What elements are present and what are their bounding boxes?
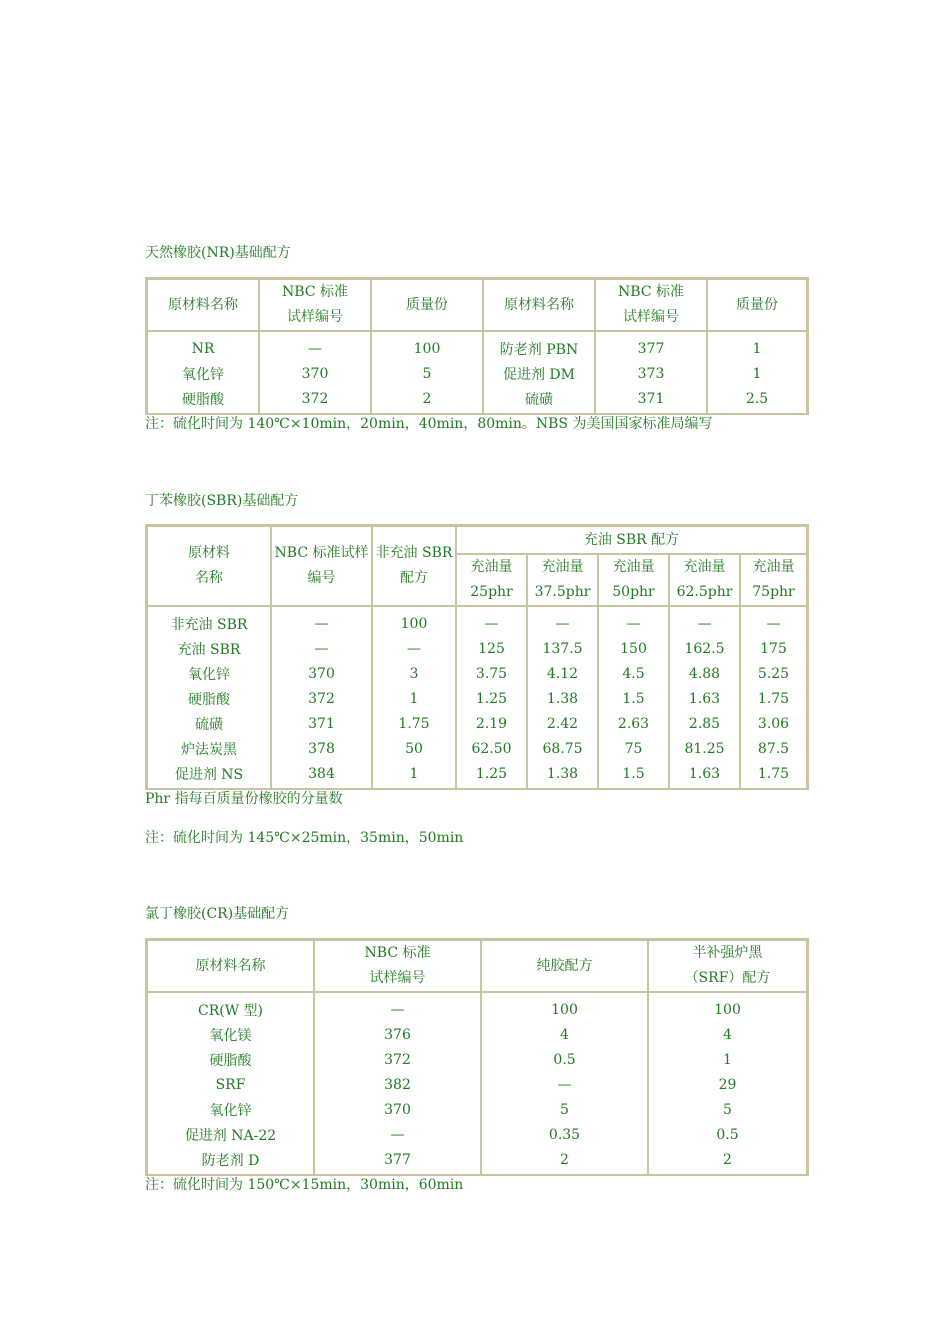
sbr-phr-note: Phr 指每百质量份橡胶的分量数	[145, 791, 343, 807]
cr-header-pure: 纯胶配方	[481, 940, 648, 993]
cr-header-row	[147, 940, 807, 993]
table-cell: 378	[271, 736, 372, 761]
table-cell: 372	[314, 1047, 481, 1072]
table-cell: 1.38	[527, 686, 598, 711]
table-cell: 硬脂酸	[147, 1047, 314, 1072]
cr-header-material: 原材料名称	[147, 940, 314, 993]
table-cell: 1.25	[456, 686, 527, 711]
table-cell: 371	[271, 711, 372, 736]
nr-header-row	[147, 279, 807, 332]
table-cell: 372	[259, 386, 371, 413]
table-cell: 1	[372, 761, 456, 788]
table-row	[147, 1047, 807, 1072]
table-cell: 373	[595, 361, 707, 386]
cr-formula-table	[145, 938, 809, 1176]
table-cell: 87.5	[740, 736, 807, 761]
table-row	[147, 1147, 807, 1174]
table-cell: 382	[314, 1072, 481, 1097]
table-cell: —	[598, 607, 669, 636]
table-cell: 81.25	[669, 736, 740, 761]
table-cell: 5	[648, 1097, 807, 1122]
table-cell: —	[271, 607, 372, 636]
sbr-formula-table	[145, 524, 809, 790]
table-cell: 1.5	[598, 761, 669, 788]
table-row	[147, 1072, 807, 1097]
table-row	[147, 993, 807, 1022]
table-cell: 1	[707, 361, 807, 386]
sbr-header-oil-50: 充油量 50phr	[598, 554, 669, 607]
table-row	[147, 1022, 807, 1047]
sbr-header-oil-group: 充油 SBR 配方	[456, 526, 807, 554]
sbr-note: 注：硫化时间为 145℃×25min，35min，50min	[145, 830, 464, 846]
table-cell: 4.88	[669, 661, 740, 686]
table-cell: 137.5	[527, 636, 598, 661]
table-cell: 2	[371, 386, 483, 413]
nr-header-mass-2: 质量份	[707, 279, 807, 332]
table-cell: 1	[707, 332, 807, 361]
table-cell: 0.35	[481, 1122, 648, 1147]
table-cell: 1.38	[527, 761, 598, 788]
table-cell: 防老剂 D	[147, 1147, 314, 1174]
table-cell: 氧化锌	[147, 361, 259, 386]
table-cell: 3.06	[740, 711, 807, 736]
table-cell: 氧化锌	[147, 1097, 314, 1122]
table-cell: 5.25	[740, 661, 807, 686]
table-cell: 150	[598, 636, 669, 661]
table-cell: 62.50	[456, 736, 527, 761]
sbr-header-row-1	[147, 526, 807, 554]
table-cell: —	[740, 607, 807, 636]
table-cell: 377	[314, 1147, 481, 1174]
table-row	[147, 332, 807, 361]
table-cell: 氧化锌	[147, 661, 271, 686]
sbr-header-nonoil: 非充油 SBR 配方	[372, 526, 456, 607]
table-cell: 377	[595, 332, 707, 361]
table-cell: 370	[271, 661, 372, 686]
table-cell: 4.5	[598, 661, 669, 686]
table-cell: 1	[372, 686, 456, 711]
table-cell: —	[481, 1072, 648, 1097]
table-cell: —	[259, 332, 371, 361]
table-cell: 促进剂 NS	[147, 761, 271, 788]
nr-formula-table	[145, 277, 809, 415]
table-cell: 1.75	[740, 761, 807, 788]
table-cell: —	[456, 607, 527, 636]
nr-header-mass: 质量份	[371, 279, 483, 332]
table-cell: 2.85	[669, 711, 740, 736]
table-row	[147, 361, 807, 386]
table-cell: —	[271, 636, 372, 661]
table-cell: 372	[271, 686, 372, 711]
table-cell: 370	[314, 1097, 481, 1122]
table-cell: 1.5	[598, 686, 669, 711]
table-cell: 防老剂 PBN	[483, 332, 595, 361]
nr-header-material-2: 原材料名称	[483, 279, 595, 332]
table-cell: 2.63	[598, 711, 669, 736]
sbr-header-oil-62-5: 充油量 62.5phr	[669, 554, 740, 607]
table-cell: 硫磺	[483, 386, 595, 413]
table-cell: 100	[372, 607, 456, 636]
table-cell: 376	[314, 1022, 481, 1047]
table-cell: 2	[481, 1147, 648, 1174]
table-cell: 370	[259, 361, 371, 386]
table-cell: 371	[595, 386, 707, 413]
table-cell: 2.5	[707, 386, 807, 413]
table-cell: 3.75	[456, 661, 527, 686]
table-cell: 4.12	[527, 661, 598, 686]
sbr-header-oil-37-5: 充油量 37.5phr	[527, 554, 598, 607]
table-cell: 1.63	[669, 761, 740, 788]
table-cell: SRF	[147, 1072, 314, 1097]
table-cell: 50	[372, 736, 456, 761]
table-cell: 促进剂 NA-22	[147, 1122, 314, 1147]
cr-section-title: 氯丁橡胶(CR)基础配方	[145, 906, 290, 922]
table-cell: 175	[740, 636, 807, 661]
table-cell: 100	[371, 332, 483, 361]
table-row	[147, 386, 807, 413]
table-cell: 5	[481, 1097, 648, 1122]
table-cell: 4	[648, 1022, 807, 1047]
table-row	[147, 1097, 807, 1122]
table-cell: 3	[372, 661, 456, 686]
table-cell: 硬脂酸	[147, 686, 271, 711]
table-cell: —	[372, 636, 456, 661]
table-cell: 1.75	[372, 711, 456, 736]
table-cell: 100	[648, 993, 807, 1022]
table-cell: 2.19	[456, 711, 527, 736]
cr-header-nbc: NBC 标准 试样编号	[314, 940, 481, 993]
table-cell: 5	[371, 361, 483, 386]
table-row	[147, 761, 807, 788]
table-cell: 0.5	[648, 1122, 807, 1147]
table-cell: 2	[648, 1147, 807, 1174]
table-cell: CR(W 型)	[147, 993, 314, 1022]
table-row	[147, 686, 807, 711]
table-cell: 384	[271, 761, 372, 788]
table-cell: 硬脂酸	[147, 386, 259, 413]
table-cell: 硫磺	[147, 711, 271, 736]
table-cell: —	[669, 607, 740, 636]
cr-note: 注：硫化时间为 150℃×15min，30min，60min	[145, 1177, 464, 1193]
table-row	[147, 636, 807, 661]
table-cell: —	[314, 1122, 481, 1147]
table-cell: 75	[598, 736, 669, 761]
table-row	[147, 736, 807, 761]
table-cell: 0.5	[481, 1047, 648, 1072]
table-cell: 1.75	[740, 686, 807, 711]
sbr-section-title: 丁苯橡胶(SBR)基础配方	[145, 493, 299, 509]
nr-header-nbc: NBC 标准 试样编号	[259, 279, 371, 332]
table-row	[147, 661, 807, 686]
nr-note: 注：硫化时间为 140℃×10min，20min，40min，80min。NBS 为美国国家标准局编写	[145, 416, 713, 432]
sbr-header-oil-75: 充油量 75phr	[740, 554, 807, 607]
table-cell: 充油 SBR	[147, 636, 271, 661]
sbr-header-nbc: NBC 标准试样 编号	[271, 526, 372, 607]
sbr-header-material: 原材料 名称	[147, 526, 271, 607]
table-cell: 1.25	[456, 761, 527, 788]
sbr-header-oil-25: 充油量 25phr	[456, 554, 527, 607]
table-cell: —	[527, 607, 598, 636]
table-cell: 1.63	[669, 686, 740, 711]
table-row	[147, 1122, 807, 1147]
nr-header-nbc-2: NBC 标准 试样编号	[595, 279, 707, 332]
table-row	[147, 711, 807, 736]
cr-header-srf: 半补强炉黑 （SRF）配方	[648, 940, 807, 993]
table-cell: 非充油 SBR	[147, 607, 271, 636]
table-cell: 2.42	[527, 711, 598, 736]
table-cell: 125	[456, 636, 527, 661]
nr-header-material: 原材料名称	[147, 279, 259, 332]
table-cell: 氧化镁	[147, 1022, 314, 1047]
table-cell: 4	[481, 1022, 648, 1047]
table-cell: 促进剂 DM	[483, 361, 595, 386]
table-row	[147, 607, 807, 636]
table-cell: —	[314, 993, 481, 1022]
table-cell: 29	[648, 1072, 807, 1097]
table-cell: 162.5	[669, 636, 740, 661]
table-cell: 100	[481, 993, 648, 1022]
table-cell: NR	[147, 332, 259, 361]
table-cell: 炉法炭黑	[147, 736, 271, 761]
table-cell: 1	[648, 1047, 807, 1072]
nr-section-title: 天然橡胶(NR)基础配方	[145, 245, 291, 261]
table-cell: 68.75	[527, 736, 598, 761]
